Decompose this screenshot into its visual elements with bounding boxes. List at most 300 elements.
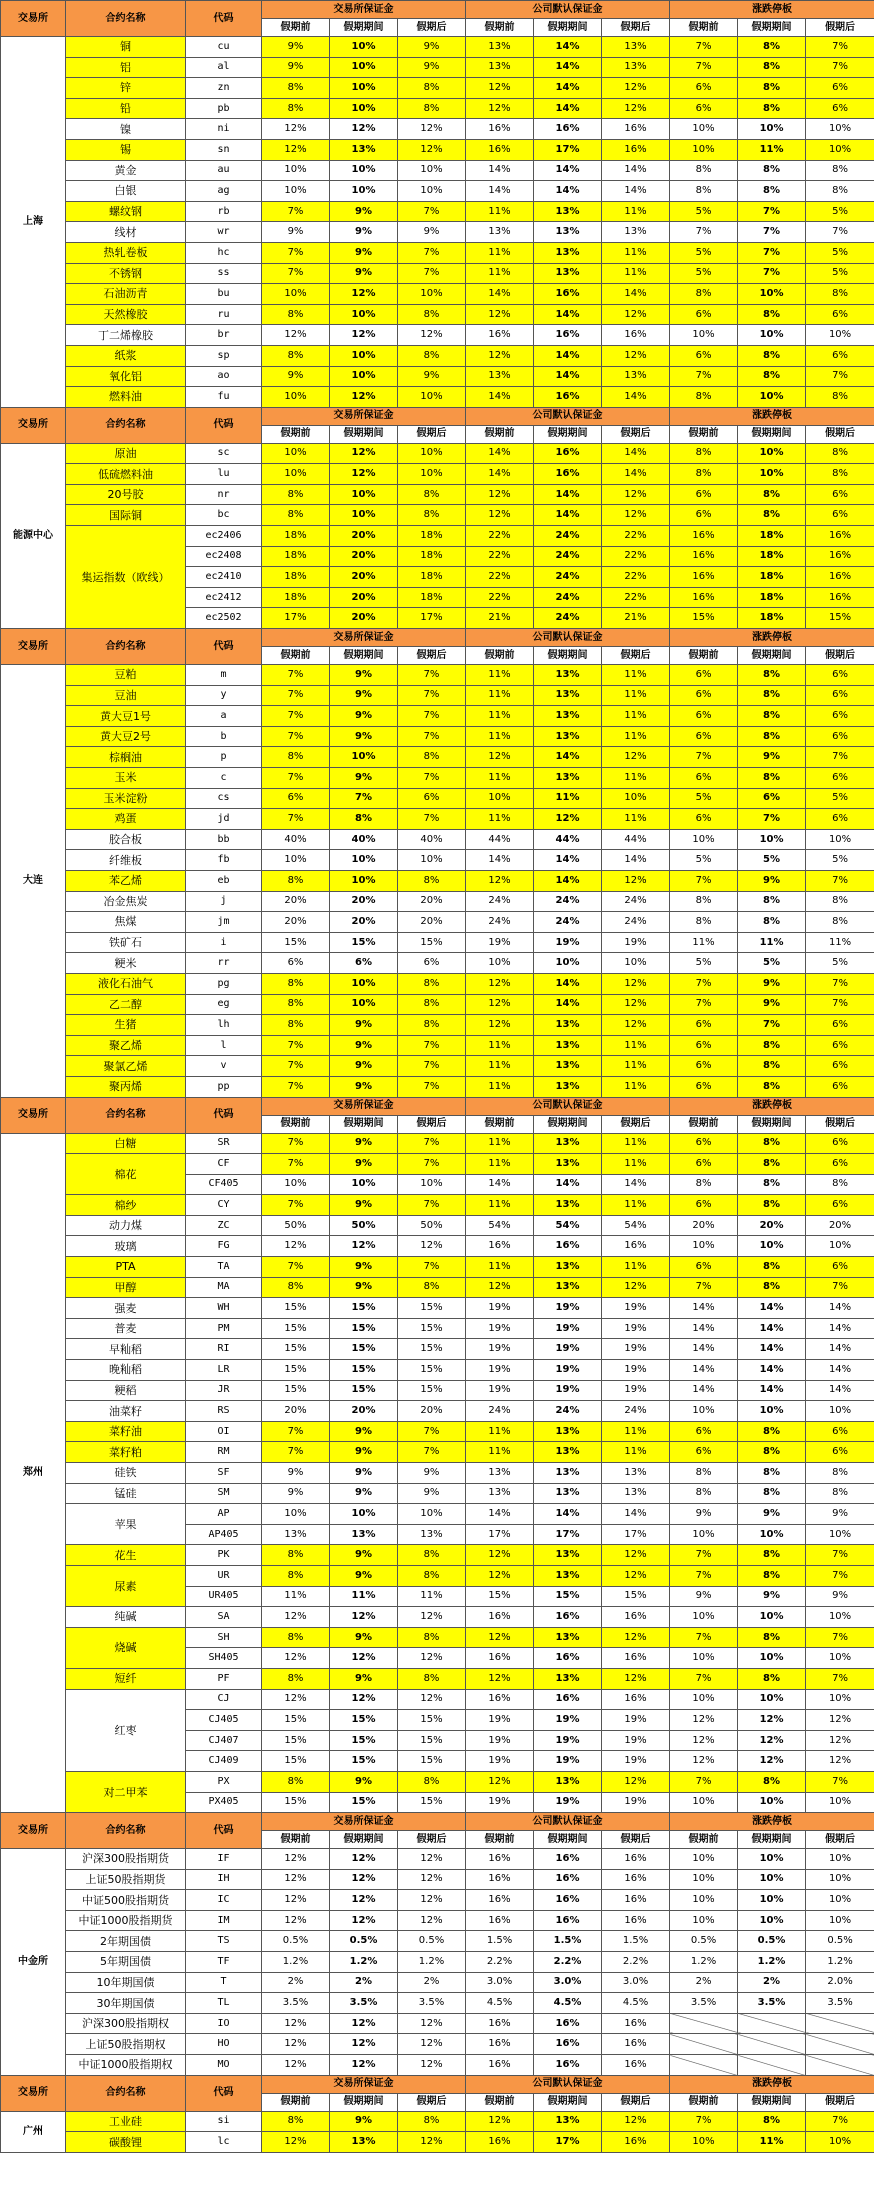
table-row <box>1 98 874 119</box>
margin-value: 54% <box>466 1215 534 1236</box>
header-group: 交易所保证金 <box>262 1813 466 1831</box>
table-row <box>1 57 874 78</box>
contract-name: 上证50股指期货 <box>66 1869 186 1890</box>
contract-name: 锰硅 <box>66 1483 186 1504</box>
margin-value: 13% <box>602 366 670 387</box>
margin-value: 0.5% <box>262 1931 330 1952</box>
margin-value: 10% <box>738 1849 806 1870</box>
margin-value: 16% <box>602 1910 670 1931</box>
margin-value: 12% <box>262 1890 330 1911</box>
header-exchange: 交易所 <box>1 1 66 37</box>
header-row <box>1 1097 874 1115</box>
margin-value: 11% <box>466 665 534 686</box>
margin-value: 7% <box>330 788 398 809</box>
margin-value: 7% <box>806 747 874 768</box>
margin-value: 13% <box>534 242 602 263</box>
margin-value: 8% <box>738 1442 806 1463</box>
contract-code: bc <box>186 505 262 526</box>
contract-name: 30年期国债 <box>66 1993 186 2014</box>
margin-value: 10% <box>398 160 466 181</box>
margin-value: 8% <box>738 706 806 727</box>
margin-value: 6% <box>670 726 738 747</box>
contract-name: 粳米 <box>66 953 186 974</box>
margin-value: 22% <box>466 567 534 588</box>
header-period: 假期前 <box>466 425 534 443</box>
margin-value: 9% <box>330 1463 398 1484</box>
margin-value: 8% <box>398 1771 466 1792</box>
margin-value: 12% <box>330 1869 398 1890</box>
margin-value: 21% <box>466 608 534 629</box>
table-row <box>1 2132 874 2153</box>
margin-value: 13% <box>534 1195 602 1216</box>
margin-value: 10% <box>398 443 466 464</box>
margin-value: 11% <box>330 1586 398 1607</box>
margin-value: 13% <box>534 2111 602 2132</box>
margin-value: 16% <box>534 325 602 346</box>
margin-value: 6% <box>398 953 466 974</box>
margin-value: 7% <box>806 1545 874 1566</box>
margin-value: 9% <box>398 222 466 243</box>
margin-value: 8% <box>398 1277 466 1298</box>
table-row <box>1 2013 874 2034</box>
margin-value: 9% <box>330 1154 398 1175</box>
margin-value: 10% <box>738 119 806 140</box>
header-code: 代码 <box>186 1 262 37</box>
margin-value: 8% <box>398 1545 466 1566</box>
margin-value: 10% <box>670 1849 738 1870</box>
margin-value: 13% <box>534 1035 602 1056</box>
margin-value: 16% <box>466 2013 534 2034</box>
margin-value: 16% <box>534 2034 602 2055</box>
margin-value: 24% <box>534 912 602 933</box>
margin-value: 50% <box>398 1215 466 1236</box>
margin-value: 10% <box>330 870 398 891</box>
margin-value: 9% <box>398 37 466 58</box>
margin-value: 12% <box>466 1015 534 1036</box>
margin-value: 2.2% <box>602 1952 670 1973</box>
margin-value: 18% <box>738 546 806 567</box>
margin-value: 10% <box>398 284 466 305</box>
contract-code: CJ409 <box>186 1751 262 1772</box>
margin-value: 10% <box>330 181 398 202</box>
margin-value: 8% <box>806 443 874 464</box>
header-name: 合约名称 <box>66 1813 186 1849</box>
margin-value: 6% <box>670 665 738 686</box>
margin-value: 13% <box>534 1771 602 1792</box>
margin-value: 7% <box>262 1442 330 1463</box>
margin-value: 19% <box>602 1318 670 1339</box>
margin-value: 1.2% <box>738 1952 806 1973</box>
contract-code: ru <box>186 304 262 325</box>
exchange-name: 中金所 <box>1 1849 66 2076</box>
header-exchange: 交易所 <box>1 1097 66 1133</box>
contract-name: 豆粕 <box>66 665 186 686</box>
margin-value: 5% <box>806 788 874 809</box>
margin-value: 6% <box>806 1015 874 1036</box>
table-row <box>1 119 874 140</box>
header-period: 假期前 <box>466 1831 534 1849</box>
margin-value: 14% <box>534 870 602 891</box>
contract-code: jm <box>186 912 262 933</box>
header-period: 假期期间 <box>330 647 398 665</box>
margin-value: 11% <box>602 242 670 263</box>
margin-value: 8% <box>670 160 738 181</box>
margin-value: 12% <box>398 1648 466 1669</box>
contract-name: 菜籽油 <box>66 1421 186 1442</box>
margin-value: 15% <box>330 1710 398 1731</box>
header-exchange: 交易所 <box>1 1813 66 1849</box>
margin-value: 7% <box>262 685 330 706</box>
margin-value: 20% <box>398 891 466 912</box>
margin-value: 13% <box>466 37 534 58</box>
margin-value: 12% <box>262 2013 330 2034</box>
contract-name: 粳稻 <box>66 1380 186 1401</box>
margin-value: 9% <box>738 747 806 768</box>
margin-value: 12% <box>534 809 602 830</box>
margin-value: 8% <box>330 809 398 830</box>
contract-name: 胶合板 <box>66 829 186 850</box>
margin-value: 16% <box>602 1689 670 1710</box>
margin-value: 13% <box>534 706 602 727</box>
margin-value: 18% <box>738 526 806 547</box>
margin-value: 16% <box>806 546 874 567</box>
margin-value: 15% <box>262 1318 330 1339</box>
margin-value: 3.5% <box>806 1993 874 2014</box>
contract-code: SM <box>186 1483 262 1504</box>
table-row <box>1 1627 874 1648</box>
margin-value: 19% <box>602 1710 670 1731</box>
table-row <box>1 1298 874 1319</box>
margin-value: 13% <box>330 139 398 160</box>
margin-value: 7% <box>670 870 738 891</box>
margin-value: 5% <box>738 953 806 974</box>
margin-value: 10% <box>670 1792 738 1813</box>
margin-value: 10% <box>330 484 398 505</box>
contract-code: IH <box>186 1869 262 1890</box>
contract-code: T <box>186 1972 262 1993</box>
table-row <box>1 829 874 850</box>
margin-value: 7% <box>670 366 738 387</box>
contract-code: bu <box>186 284 262 305</box>
margin-value: 8% <box>670 443 738 464</box>
margin-value: 20% <box>330 567 398 588</box>
margin-value: 13% <box>534 1565 602 1586</box>
margin-value: 12% <box>398 119 466 140</box>
margin-value: 8% <box>670 1463 738 1484</box>
margin-value: 2% <box>262 1972 330 1993</box>
margin-value: 7% <box>738 222 806 243</box>
margin-value: 8% <box>262 1277 330 1298</box>
contract-code: SR <box>186 1133 262 1154</box>
margin-value: 7% <box>262 768 330 789</box>
margin-value: 6% <box>806 1442 874 1463</box>
contract-code: TL <box>186 1993 262 2014</box>
margin-value: 16% <box>602 1236 670 1257</box>
margin-value: 8% <box>738 345 806 366</box>
margin-value: 10% <box>330 160 398 181</box>
margin-value: 6% <box>670 505 738 526</box>
margin-value: 10% <box>806 1648 874 1669</box>
contract-name: 晚籼稻 <box>66 1360 186 1381</box>
margin-value: 19% <box>466 1298 534 1319</box>
margin-value: 9% <box>330 726 398 747</box>
margin-value: 8% <box>738 1668 806 1689</box>
margin-value: 9% <box>262 366 330 387</box>
margin-value: 6% <box>806 706 874 727</box>
header-period: 假期期间 <box>534 647 602 665</box>
margin-value: 10% <box>398 850 466 871</box>
header-period: 假期期间 <box>534 1831 602 1849</box>
margin-value: 24% <box>602 891 670 912</box>
margin-value: 11% <box>602 1442 670 1463</box>
header-period: 假期后 <box>602 425 670 443</box>
margin-value: 14% <box>670 1298 738 1319</box>
margin-value: 20% <box>330 546 398 567</box>
contract-name: 焦煤 <box>66 912 186 933</box>
margin-value: 9% <box>806 1586 874 1607</box>
margin-value: 13% <box>602 1483 670 1504</box>
margin-value: 15% <box>262 1380 330 1401</box>
margin-value: 11% <box>602 809 670 830</box>
margin-value: 15% <box>398 1360 466 1381</box>
margin-value: 10% <box>330 994 398 1015</box>
table-row <box>1 1195 874 1216</box>
empty-cell <box>670 2034 738 2055</box>
margin-value: 14% <box>466 387 534 408</box>
margin-value: 12% <box>398 2055 466 2076</box>
header-group: 公司默认保证金 <box>466 1097 670 1115</box>
margin-value: 9% <box>330 1015 398 1036</box>
margin-value: 19% <box>534 1339 602 1360</box>
margin-value: 10% <box>330 973 398 994</box>
margin-value: 10% <box>398 181 466 202</box>
contract-name: 纤维板 <box>66 850 186 871</box>
contract-code: IM <box>186 1910 262 1931</box>
margin-value: 7% <box>398 726 466 747</box>
margin-value: 15% <box>398 1380 466 1401</box>
contract-name: 普麦 <box>66 1318 186 1339</box>
margin-value: 10% <box>670 2132 738 2153</box>
margin-value: 12% <box>466 870 534 891</box>
margin-value: 12% <box>330 443 398 464</box>
margin-value: 8% <box>262 78 330 99</box>
table-row <box>1 1668 874 1689</box>
margin-value: 12% <box>602 98 670 119</box>
contract-code: SA <box>186 1607 262 1628</box>
header-row <box>1 629 874 647</box>
header-period: 假期期间 <box>738 19 806 37</box>
margin-value: 10% <box>670 1648 738 1669</box>
margin-value: 8% <box>738 160 806 181</box>
table-row <box>1 665 874 686</box>
margin-value: 8% <box>262 345 330 366</box>
margin-value: 8% <box>670 891 738 912</box>
margin-value: 6% <box>670 304 738 325</box>
empty-cell <box>806 2013 874 2034</box>
margin-value: 8% <box>398 1668 466 1689</box>
margin-value: 9% <box>330 1545 398 1566</box>
margin-value: 7% <box>806 1277 874 1298</box>
header-period: 假期前 <box>670 19 738 37</box>
header-period: 假期前 <box>466 647 534 665</box>
table-row <box>1 1869 874 1890</box>
margin-value: 7% <box>262 1035 330 1056</box>
table-row <box>1 1360 874 1381</box>
margin-value: 18% <box>398 546 466 567</box>
contract-code: TF <box>186 1952 262 1973</box>
contract-code: fu <box>186 387 262 408</box>
margin-value: 7% <box>670 37 738 58</box>
margin-value: 7% <box>806 994 874 1015</box>
margin-value: 7% <box>806 973 874 994</box>
header-group: 交易所保证金 <box>262 407 466 425</box>
margin-value: 19% <box>602 1360 670 1381</box>
margin-value: 11% <box>602 1154 670 1175</box>
margin-value: 16% <box>602 2034 670 2055</box>
margin-value: 17% <box>534 139 602 160</box>
margin-value: 12% <box>330 325 398 346</box>
margin-value: 13% <box>534 222 602 243</box>
contract-code: CF <box>186 1154 262 1175</box>
margin-value: 12% <box>602 1277 670 1298</box>
margin-value: 7% <box>806 870 874 891</box>
margin-value: 19% <box>466 1360 534 1381</box>
contract-name: 聚丙烯 <box>66 1076 186 1097</box>
margin-value: 6% <box>670 1035 738 1056</box>
margin-value: 7% <box>398 263 466 284</box>
margin-value: 16% <box>466 119 534 140</box>
table-row <box>1 1931 874 1952</box>
contract-name: 低硫燃料油 <box>66 464 186 485</box>
margin-value: 12% <box>466 973 534 994</box>
margin-value: 22% <box>602 526 670 547</box>
margin-value: 7% <box>262 1154 330 1175</box>
table-row <box>1 2111 874 2132</box>
margin-value: 4.5% <box>534 1993 602 2014</box>
margin-value: 24% <box>534 608 602 629</box>
margin-value: 14% <box>602 443 670 464</box>
header-group: 涨跌停板 <box>670 1097 874 1115</box>
contract-code: MO <box>186 2055 262 2076</box>
margin-value: 10% <box>806 1524 874 1545</box>
contract-name: 红枣 <box>66 1689 186 1771</box>
table-row <box>1 870 874 891</box>
margin-value: 12% <box>330 2034 398 2055</box>
contract-name: 动力煤 <box>66 1215 186 1236</box>
margin-value: 16% <box>466 1849 534 1870</box>
margin-value: 19% <box>602 1792 670 1813</box>
margin-value: 14% <box>534 1174 602 1195</box>
header-group: 交易所保证金 <box>262 1 466 19</box>
margin-value: 8% <box>806 1483 874 1504</box>
margin-value: 9% <box>262 57 330 78</box>
margin-value: 5% <box>806 953 874 974</box>
margin-value: 6% <box>806 768 874 789</box>
margin-value: 19% <box>534 932 602 953</box>
margin-value: 10% <box>738 1890 806 1911</box>
margin-value: 6% <box>738 788 806 809</box>
margin-value: 7% <box>806 1627 874 1648</box>
margin-value: 14% <box>534 505 602 526</box>
margin-value: 20% <box>330 608 398 629</box>
header-group: 公司默认保证金 <box>466 1 670 19</box>
contract-name: 黄大豆2号 <box>66 726 186 747</box>
header-name: 合约名称 <box>66 1097 186 1133</box>
contract-name: 10年期国债 <box>66 1972 186 1993</box>
header-exchange: 交易所 <box>1 2075 66 2111</box>
margin-value: 6% <box>670 484 738 505</box>
margin-value: 19% <box>466 1380 534 1401</box>
margin-value: 14% <box>670 1380 738 1401</box>
margin-value: 7% <box>670 1627 738 1648</box>
header-name: 合约名称 <box>66 1 186 37</box>
margin-value: 14% <box>466 850 534 871</box>
table-row <box>1 1463 874 1484</box>
margin-value: 20% <box>806 1215 874 1236</box>
header-group: 交易所保证金 <box>262 629 466 647</box>
margin-value: 8% <box>262 1627 330 1648</box>
table-row <box>1 1056 874 1077</box>
contract-code: i <box>186 932 262 953</box>
margin-value: 16% <box>534 1648 602 1669</box>
header-period: 假期期间 <box>738 1831 806 1849</box>
header-period: 假期后 <box>398 425 466 443</box>
margin-value: 14% <box>466 181 534 202</box>
margin-value: 19% <box>466 1730 534 1751</box>
margin-value: 12% <box>602 2111 670 2132</box>
table-row <box>1 994 874 1015</box>
margin-value: 16% <box>670 567 738 588</box>
header-period: 假期前 <box>262 425 330 443</box>
margin-value: 6% <box>806 1035 874 1056</box>
margin-value: 12% <box>398 1689 466 1710</box>
margin-value: 11% <box>466 1442 534 1463</box>
margin-value: 14% <box>466 464 534 485</box>
margin-value: 15% <box>262 1360 330 1381</box>
margin-value: 13% <box>534 1076 602 1097</box>
margin-value: 54% <box>534 1215 602 1236</box>
header-period: 假期后 <box>806 425 874 443</box>
margin-value: 8% <box>806 464 874 485</box>
margin-value: 9% <box>330 685 398 706</box>
contract-code: FG <box>186 1236 262 1257</box>
margin-value: 8% <box>738 1483 806 1504</box>
margin-value: 11% <box>466 1195 534 1216</box>
margin-value: 11% <box>466 1421 534 1442</box>
margin-value: 12% <box>602 345 670 366</box>
contract-name: 燃料油 <box>66 387 186 408</box>
margin-value: 19% <box>602 1730 670 1751</box>
margin-value: 7% <box>670 1668 738 1689</box>
margin-value: 14% <box>738 1339 806 1360</box>
margin-value: 14% <box>602 160 670 181</box>
margin-value: 10% <box>602 953 670 974</box>
margin-value: 13% <box>534 768 602 789</box>
margin-value: 10% <box>534 953 602 974</box>
margin-value: 11% <box>466 1133 534 1154</box>
contract-name: 国际铜 <box>66 505 186 526</box>
margin-value: 8% <box>262 1771 330 1792</box>
contract-code: SF <box>186 1463 262 1484</box>
margin-value: 11% <box>602 685 670 706</box>
contract-code: PM <box>186 1318 262 1339</box>
header-exchange: 交易所 <box>1 629 66 665</box>
margin-value: 10% <box>330 366 398 387</box>
contract-name: 沪深300股指期货 <box>66 1849 186 1870</box>
contract-code: ec2502 <box>186 608 262 629</box>
margin-value: 14% <box>670 1318 738 1339</box>
header-period: 假期后 <box>398 19 466 37</box>
